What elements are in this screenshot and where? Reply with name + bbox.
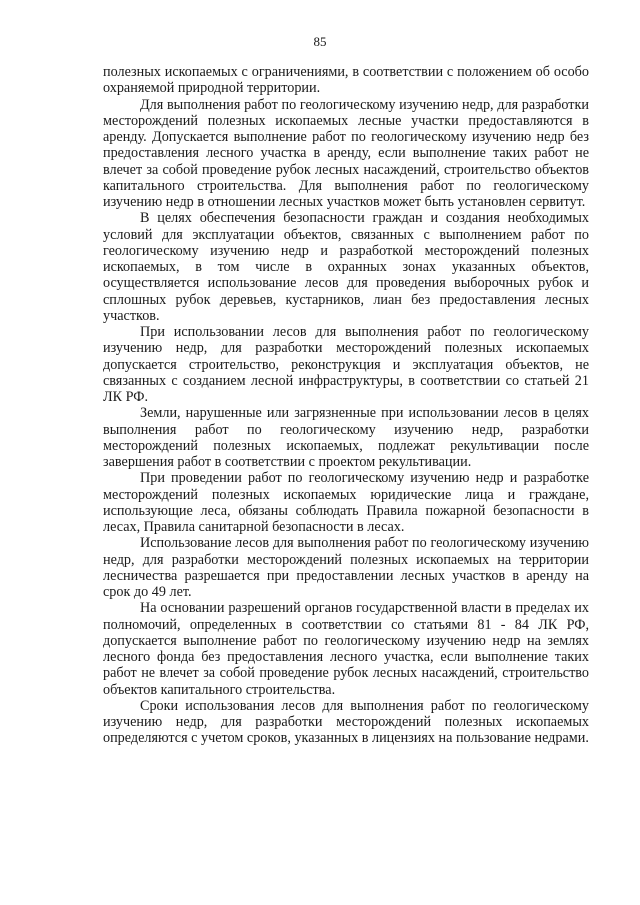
paragraph: При использовании лесов для выполнения работ по геологическому изучению недр, для разработки месторождений полезных ископаемых допускается строительство, реконструкция и эксплуатация объектов, не связанных с созданием лесной инфраструктуры, в соответствии со статьей 21 ЛК РФ. (103, 324, 589, 405)
paragraph: Использование лесов для выполнения работ по геологическому изучению недр, для разработки месторождений полезных ископаемых на территории лесничества разрешается при предоставлении лесных участков в аренду на срок до 49 лет. (103, 535, 589, 600)
document-body (103, 64, 589, 747)
paragraph: Сроки использования лесов для выполнения работ по геологическому изучению недр, для разработки месторождений полезных ископаемых определяются с учетом сроков, указанных в лицензиях на пользование недрами. (103, 697, 589, 747)
paragraph: В целях обеспечения безопасности граждан и создания необходимых условий для эксплуатации объектов, связанных с выполнением работ по геологическому изучению недр и разработкой месторождений полезных ископаемых, в том числе в охранных зонах указанных объектов, осуществляется использование лесов для проведения выборочных рубок и сплошных рубок деревьев, кустарников, лиан без предоставления лесных участков. (103, 210, 589, 324)
paragraph: На основании разрешений органов государственной власти в пределах их полномочий, определенных в соответствии со статьями 81 - 84 ЛК РФ, допускается выполнение работ по геологическому изучению недр на землях лесного фонда без предоставления лесного участка, если выполнение таких работ не влечет за собой проведение рубок лесных насаждений, строительство объектов капитального строительства. (103, 600, 589, 698)
page-number: 85 (313, 34, 327, 49)
paragraph: Земли, нарушенные или загрязненные при использовании лесов в целях выполнения работ по геологическому изучению недр, разработки месторождений полезных ископаемых, подлежат рекультивации после завершения работ в соответствии с проектом рекультивации. (103, 405, 589, 470)
paragraph-continuation: полезных ископаемых с ограничениями, в соответствии с положением об особо охраняемой природной территории. (103, 64, 589, 97)
paragraph: Для выполнения работ по геологическому изучению недр, для разработки месторождений полезных ископаемых лесные участки предоставляются в аренду. Допускается выполнение работ по геологическому изучению недр без предоставления лесного участка в аренду, если выполнение таких работ не влечет за собой проведение рубок лесных насаждений, строительство объектов капитального строительства. Для выполнения работ по геологическому изучению недр в отношении лесных участков может быть установлен сервитут. (103, 96, 589, 210)
paragraph: При проведении работ по геологическому изучению недр и разработке месторождений полезных ископаемых юридические лица и граждане, использующие леса, обязаны соблюдать Правила пожарной безопасности в лесах, Правила санитарной безопасности в лесах. (103, 470, 589, 535)
